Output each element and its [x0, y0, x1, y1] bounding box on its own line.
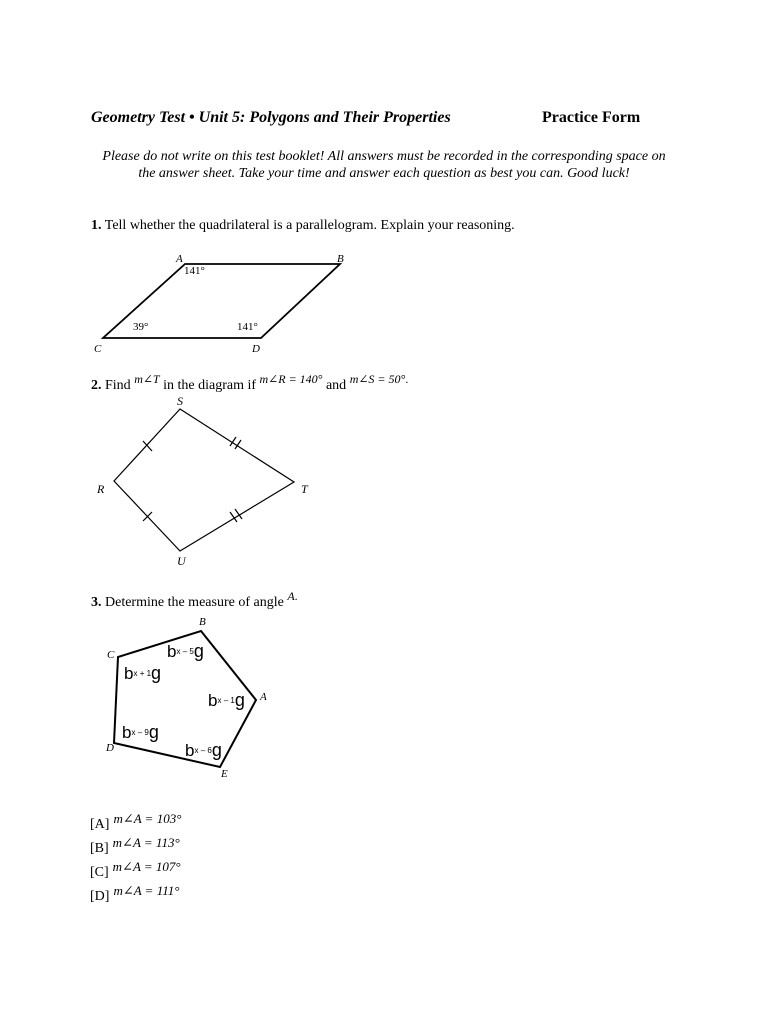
instructions: Please do not write on this test booklet! All answers must be recorded in the corresponding space on the answer sheet. Take your time and answer each question as best you can. Good luck! [102, 149, 666, 181]
vertex-u-label: U [177, 554, 186, 568]
angle-expr-d [122, 722, 159, 743]
question-1-text: Tell whether the quadrilateral is a parallelogram. Explain your reasoning. [104, 218, 515, 233]
angle-expr-a-open: b [208, 691, 218, 710]
angle-expr-e [185, 740, 222, 761]
question-2-number: 2. [91, 378, 102, 393]
choice-d-label: [D] [90, 889, 110, 904]
tick-rs [143, 441, 152, 451]
pent-vertex-c: C [107, 649, 115, 661]
angle-expr-e-inner: x – 6 [194, 746, 212, 755]
angle-expr-a-inner: x – 1 [217, 696, 235, 705]
question-2-and: and [325, 378, 347, 393]
math-angle-s: m∠S = 50° [349, 372, 406, 386]
vertex-c-label: C [94, 343, 102, 355]
kite-shape [114, 409, 294, 551]
angle-expr-b [167, 641, 204, 662]
choice-c[interactable] [90, 859, 181, 881]
angle-expr-a-close: g [234, 690, 245, 710]
kite-diagram [114, 409, 294, 551]
angle-a-value: 141° [184, 265, 205, 277]
math-angle-r: m∠R = 140° [259, 372, 323, 386]
question-3-number: 3. [91, 595, 102, 610]
vertex-b-label: B [337, 253, 344, 265]
question-2 [91, 372, 409, 394]
angle-expr-b-close: g [193, 641, 204, 661]
choice-d[interactable] [90, 883, 180, 905]
choice-a-value: m∠A = 103° [113, 811, 182, 826]
form-label: Practice Form [542, 109, 641, 126]
question-2-mid: in the diagram if [163, 378, 257, 393]
angle-expr-c-close: g [151, 663, 162, 683]
pent-vertex-e: E [221, 768, 228, 780]
choice-b-value: m∠A = 113° [112, 835, 180, 850]
choice-b[interactable] [90, 835, 180, 857]
question-2-end: . [405, 372, 409, 386]
choice-a-label: [A] [90, 817, 110, 832]
angle-expr-d-inner: x – 9 [131, 728, 149, 737]
pent-vertex-b: B [199, 616, 206, 628]
test-title: Geometry Test • Unit 5: Polygons and Their Properties [91, 109, 451, 126]
angle-d-value: 141° [237, 321, 258, 333]
pent-vertex-a: A [260, 691, 267, 703]
vertex-s-label: S [177, 394, 183, 408]
question-3-end: . [294, 589, 298, 603]
pent-vertex-d: D [106, 742, 114, 754]
vertex-a-label: A [176, 253, 183, 265]
vertex-t-label: T [301, 482, 308, 496]
math-angle-t: m∠T [134, 372, 160, 386]
angle-expr-e-close: g [211, 740, 222, 760]
angle-expr-d-close: g [148, 722, 159, 742]
angle-c-value: 39° [133, 321, 149, 333]
angle-expr-c-inner: x + 1 [133, 669, 152, 678]
angle-expr-d-open: b [122, 723, 132, 742]
angle-expr-b-inner: x – 5 [176, 647, 194, 656]
angle-expr-e-open: b [185, 741, 195, 760]
angle-expr-c [124, 663, 161, 684]
angle-expr-a [208, 690, 245, 711]
question-2-find: Find [105, 378, 131, 393]
choice-d-value: m∠A = 111° [113, 883, 180, 898]
choice-c-value: m∠A = 107° [112, 859, 181, 874]
question-1-number: 1. [91, 218, 102, 233]
angle-expr-b-open: b [167, 642, 177, 661]
question-3-text: Determine the measure of angle [105, 595, 284, 610]
choice-c-label: [C] [90, 865, 109, 880]
math-angle-a: A [287, 589, 295, 603]
choice-b-label: [B] [90, 841, 109, 856]
angle-expr-c-open: b [124, 664, 134, 683]
choice-a[interactable] [90, 811, 182, 833]
vertex-r-label: R [97, 482, 105, 496]
vertex-d-label: D [252, 343, 260, 355]
question-3 [91, 589, 298, 611]
